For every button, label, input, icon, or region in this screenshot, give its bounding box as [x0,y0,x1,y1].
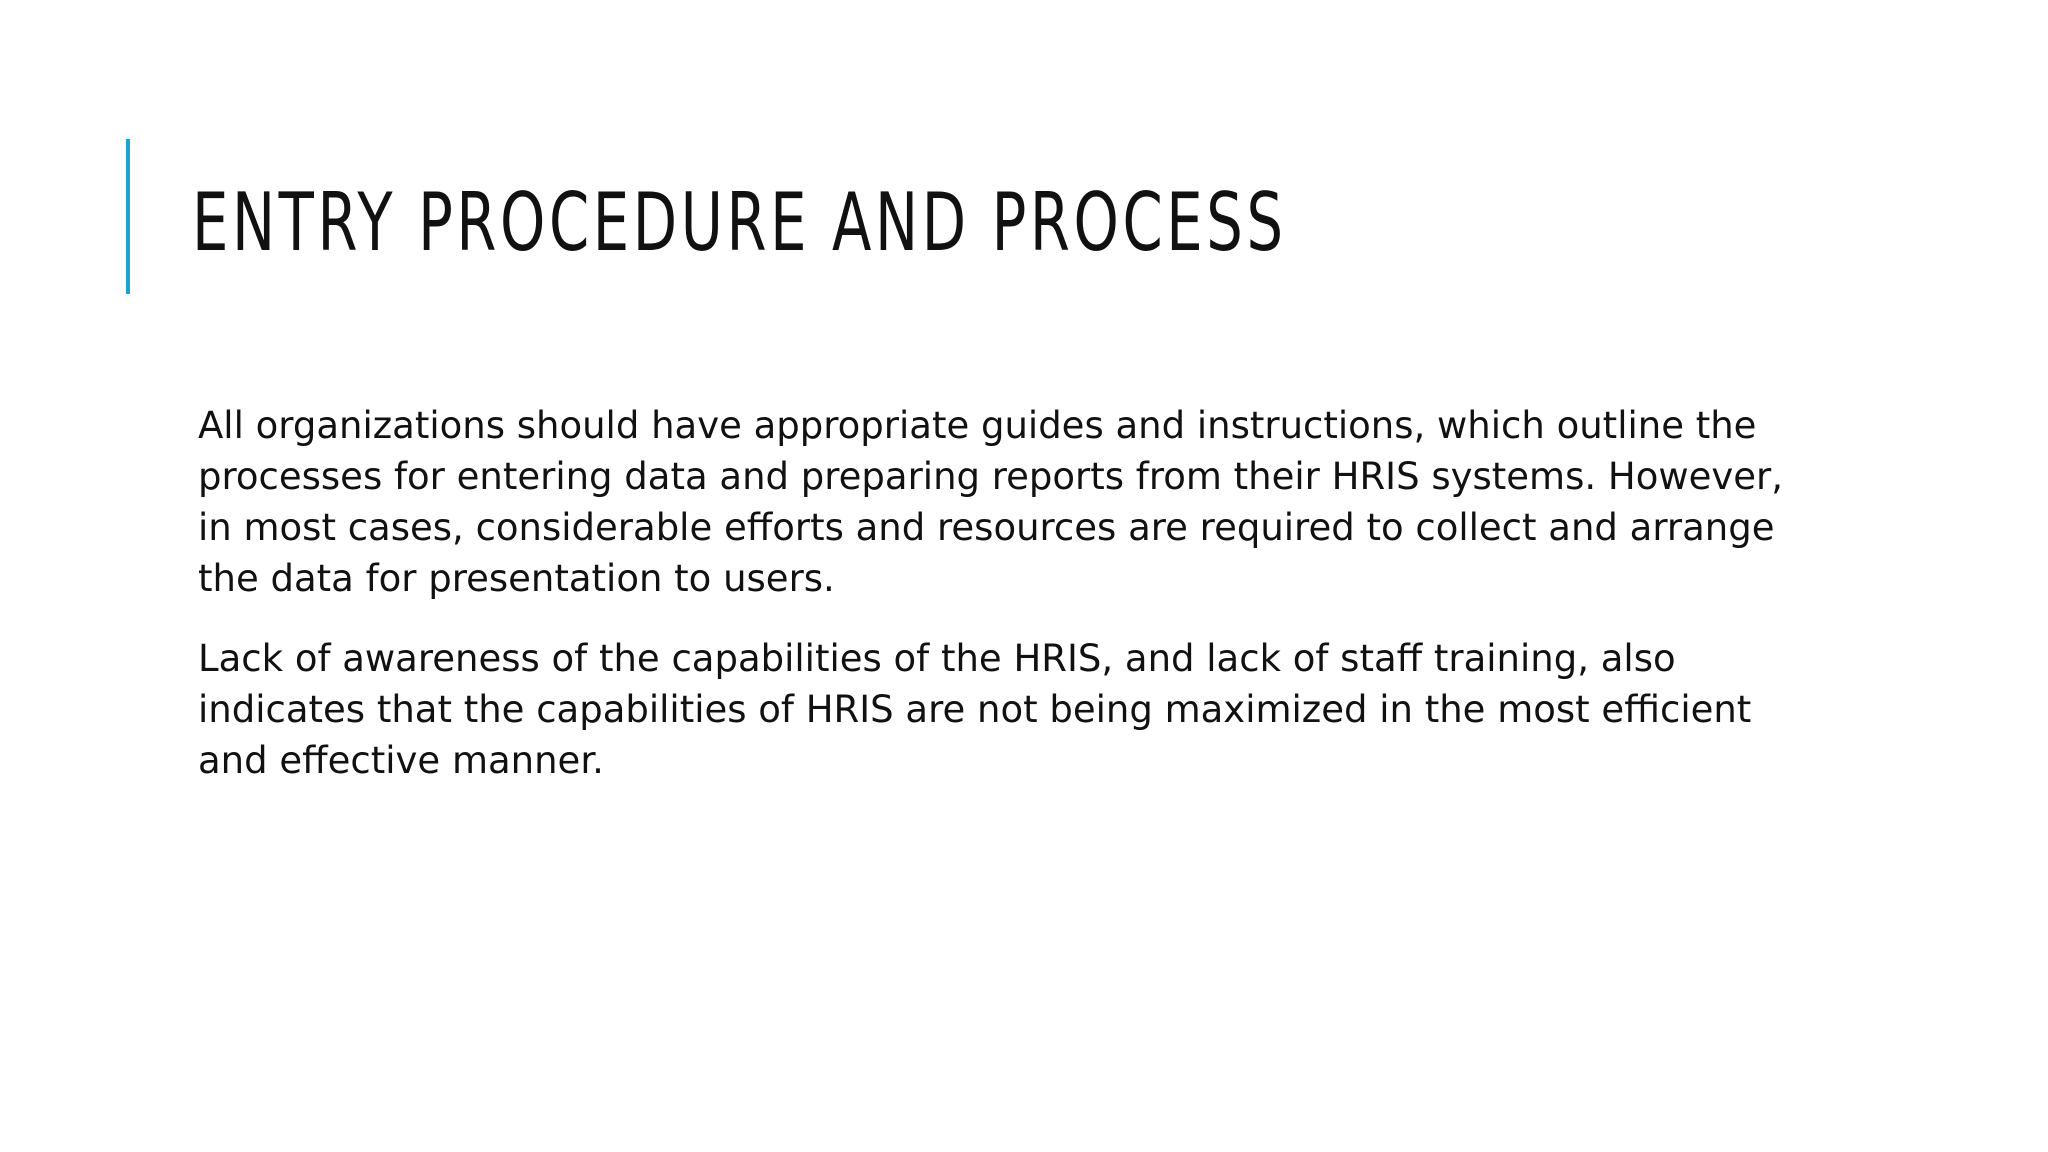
slide-title: ENTRY PROCEDURE AND PROCESS [192,176,1287,269]
body-paragraph: All organizations should have appropriate guides and instructions, which outline the processes for entering data and preparing reports from their HRIS systems. However, in most cases, considerable efforts and resources are required to collect and arrange the data for presentation to users. [198,404,1784,600]
slide-body [198,400,1818,815]
body-paragraph: Lack of awareness of the capabilities of the HRIS, and lack of staff training, also indicates that the capabilities of HRIS are not being maximized in the most efficient and effective manner. [198,637,1752,782]
title-accent-bar [126,139,130,294]
